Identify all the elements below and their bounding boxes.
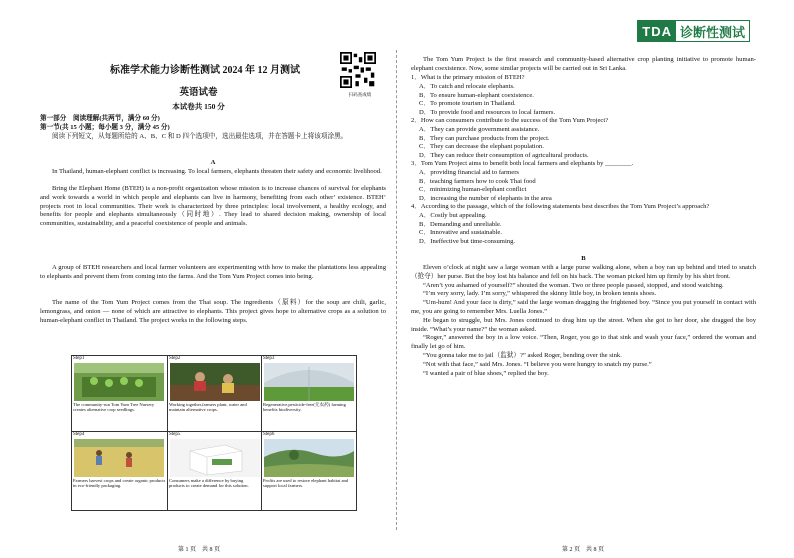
step-label: Step4	[73, 432, 85, 437]
section-heading: 第一节(共 15 小题；每小题 3 分，满分 45 分)	[40, 124, 170, 131]
page-footer: 第 1 页 共 8 页	[178, 547, 221, 553]
option-d[interactable]: D．Ineffective but time-consuming.	[419, 238, 516, 246]
right-page	[397, 0, 794, 558]
step-caption: Working together,farmers plant, water and maintain alternative crops.	[169, 402, 247, 413]
step-label: Step2	[169, 356, 181, 361]
exam-title: 标准学术能力诊断性测试 2024 年 12 月测试	[110, 65, 300, 76]
question-stem: 3．Tom Yum Project aims to benefit both local farmers and elephants by ________.	[411, 160, 634, 167]
step-label: Step6	[263, 432, 275, 437]
step-caption: Profits are used to restore elephant habitat and support local farmers.	[263, 478, 349, 489]
option-a[interactable]: A．To catch and relocate elephants.	[419, 82, 515, 90]
passage-b-paragraph: “Roger,” answered the boy in a low voice. “Then, Roger, you go to that sink and wash your face,” ordered the woman and finally let go of him.	[411, 334, 756, 351]
question-stem: 2．How can consumers contribute to the success of the Tom Yum Project?	[411, 117, 609, 124]
passage-a-p1: In Thailand, human-elephant conflict is increasing. To local farmers, elephants threaten their safety and economic livelihood.	[52, 168, 382, 175]
instructions: 阅读下列短文，从每题所给的 A、B、C 和 D 四个选项中，选出最佳选项，并在答题卡上将该项涂黑。	[52, 133, 348, 140]
passage-a-p4: The name of the Tom Yum Project comes from the Thai soup. The ingredients（原料）for the soup are chili, garlic, lemongrass, and onion — none of which are attractive to elephants. This project gives hope to alternative crops as a solution to human-elephant conflict in Thailand. The project works in the following steps.	[40, 299, 386, 324]
step-6-panel	[261, 431, 357, 511]
option-a[interactable]: A．They can provide government assistance.	[419, 125, 540, 133]
passage-b-paragraph: “You gonna take me to jail（监狱）?” asked Roger, bending over the sink.	[423, 351, 622, 359]
subject-title: 英语试卷	[179, 88, 218, 98]
option-a[interactable]: A．Costly but appealing.	[419, 211, 487, 219]
habitat-photo	[264, 439, 354, 477]
passage-a-p2: Bring the Elephant Home (BTEH) is a non-profit organization whose mission is to increase chances of survival for elephants and work towards a world in which people and elephants can live in harmony, benefiting from each other’ existence. BTEH’ projects root in local communities. Their work is characterized by three principles: local involvement, a healthy ecology, and benefits for people and elephants simultaneously（同时地）. They lead to shared decision making, ownership of local communities, sustainability, and a peaceful coexistence of people and animals.	[40, 185, 386, 228]
step-1-panel	[71, 355, 168, 432]
passage-b-paragraph: “I wanted a pair of blue shoes,” replied the boy.	[423, 369, 549, 377]
passage-b-paragraph: “I’m very sorry, lady. I’m sorry,” whispered the skinny little boy, in broken tennis shoes.	[423, 290, 657, 298]
part-heading: 第一部分 阅读理解(共两节，满分 60 分)	[40, 115, 160, 122]
step-label: Step5	[169, 432, 181, 437]
option-d[interactable]: D．increasing the number of elephants in the area	[419, 195, 552, 203]
option-d[interactable]: D．They can reduce their consumption of agricultural products.	[419, 152, 589, 160]
qr-code-icon	[340, 52, 376, 88]
option-b[interactable]: B．Demanding and unreliable.	[419, 220, 502, 228]
question-3	[411, 160, 756, 204]
step-2-panel	[167, 355, 262, 432]
seedlings-photo	[74, 363, 164, 401]
option-b[interactable]: B．They can purchase products from the project.	[419, 134, 550, 142]
step-4-panel	[71, 431, 168, 511]
option-b[interactable]: B．teaching farmers how to cook Thai food	[419, 177, 536, 185]
step-3-panel	[261, 355, 357, 432]
option-b[interactable]: B．To ensure human-elephant coexistence.	[419, 91, 534, 99]
step-label: Step1	[73, 356, 85, 361]
farmers-planting-photo	[170, 363, 260, 401]
option-c[interactable]: C．To promote tourism in Thailand.	[419, 100, 516, 108]
option-d[interactable]: D．To provide food and resources to local farmers.	[419, 109, 556, 117]
step-caption: Consumers make a difference by buying products to create demand for this solution.	[169, 478, 249, 489]
option-c[interactable]: C．They can decrease the elephant population.	[419, 143, 544, 151]
passage-b-paragraph: “Not with that face,” said Mrs. Jones. “I believe you were hungry to snatch my purse.”	[423, 360, 652, 368]
step-caption: The community-run Tom Yum Tree Nursery creates alternative crop seedlings.	[73, 402, 155, 413]
passage-b-paragraph: He began to struggle, but Mrs. Jones continued to drag him up the street. When she got to her door, she dragged the boy inside. “What’s your name?” the woman asked.	[411, 316, 756, 333]
passage-a-label: A	[210, 159, 216, 166]
passage-b	[411, 264, 756, 378]
page-footer: 第 2 页 共 8 页	[562, 547, 605, 553]
total-score: 本试卷共 150 分	[172, 102, 225, 111]
passage-b-paragraph: Eleven o’clock at night saw a large woman with a large purse walking alone, when a boy ran up behind and tried to snatch（抢夺）her purse. But the boy lost his balance and fell on his back. The woman picked him up firmly by his shirt front.	[411, 264, 756, 280]
badge-text: 诊断性测试	[679, 25, 745, 41]
question-stem: 4．According to the passage, which of the following statements best describes the Tom Yum Project’s approach?	[411, 203, 710, 210]
question-1	[411, 74, 756, 118]
option-a[interactable]: A．providing financial aid to farmers	[419, 168, 519, 176]
question-stem: 1．What is the primary mission of BTEH?	[411, 74, 525, 81]
greenhouse-photo	[264, 363, 354, 401]
passage-a-p3: A group of BTEH researchers and local farmer volunteers are experimenting with how to make the plantations less appealing to elephants and prevent them from coming into the farms. And the Tom Yum Project comes into being.	[40, 264, 386, 280]
passage-b-label: B	[581, 255, 586, 262]
option-c[interactable]: C．Innovative and sustainable.	[419, 229, 502, 237]
passage-b-paragraph: “Um-hum! And your face is dirty,” said the large woman dragging the frightened boy. “Since you put yourself in contact with me, you are going to remember Mrs. Luella Jones.”	[411, 299, 756, 315]
badge-tag: TDA	[638, 21, 676, 41]
qr-label: 扫码查成绩	[348, 92, 372, 97]
step-5-panel	[167, 431, 262, 511]
harvest-photo	[74, 439, 164, 477]
question-4	[411, 203, 756, 247]
passage-a-p5: The Tom Yum Project is the first research and community-based alternative crop planting initiative to promote human-elephant coexistence. Now, some similar projects will be carried out in Sri Lanka.	[411, 56, 756, 72]
step-caption: Farmers harvest crops and create organic products in eco-friendly packaging.	[73, 478, 166, 489]
product-box-photo	[170, 439, 260, 477]
step-label: Step3	[263, 356, 275, 361]
option-c[interactable]: C．minimizing human-elephant conflict	[419, 186, 527, 194]
step-caption: Regenerative,pesticide-free(无农药) farming benefits biodiversity.	[263, 402, 346, 413]
question-2	[411, 117, 756, 161]
passage-b-paragraph: “Aren’t you ashamed of yourself?” shouted the woman. Two or three people passed, stopped, and stood watching.	[423, 281, 724, 289]
